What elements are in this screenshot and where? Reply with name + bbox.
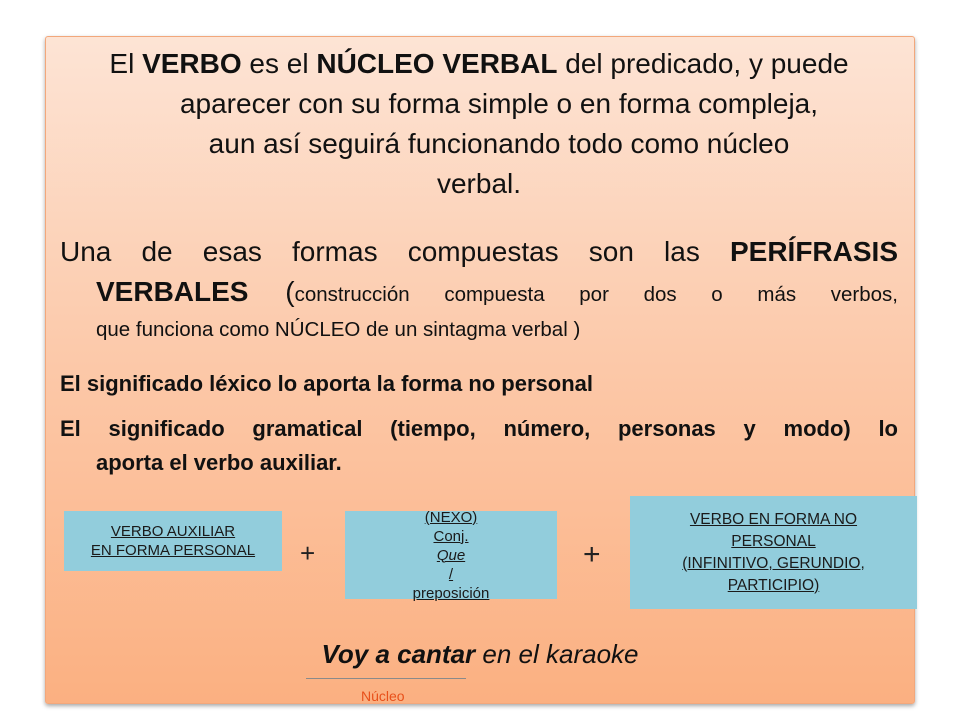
gramatical-statement xyxy=(60,412,898,480)
intro-text: El xyxy=(109,48,143,79)
intro-line-2: aparecer con su forma simple o en forma compleja, xyxy=(179,88,819,119)
intro-line-3: aun así seguirá funcionando todo como núcleo xyxy=(208,128,790,159)
paren-open: ( xyxy=(248,276,295,307)
gramatical-line-2: aporta el verbo auxiliar. xyxy=(96,450,342,475)
perifrasis-line-1 xyxy=(60,232,898,272)
plus-sign-2: + xyxy=(583,538,601,571)
example-verb-phrase: Voy a cantar xyxy=(321,639,476,669)
lexico-statement: El significado léxico lo aporta la forma no personal xyxy=(60,371,594,396)
perifrasis-definition: construcción compuesta por dos o más verbos, xyxy=(294,283,898,306)
perifrasis-line-3: que funciona como NÚCLEO de un sintagma verbal ) xyxy=(96,318,581,341)
no-personal-line-3: (INFINITIVO, GERUNDIO, xyxy=(682,554,865,572)
nexo-conj: Conj. xyxy=(433,527,469,545)
perifrasis-line-2 xyxy=(60,272,898,315)
intro-nucleo-verbal: NÚCLEO VERBAL xyxy=(316,48,558,79)
gramatical-line-1: El significado gramatical (tiempo, número, personas y modo) lo xyxy=(60,416,898,441)
perifrasis-text: Una de esas formas compuestas son las xyxy=(60,236,730,267)
auxiliar-box xyxy=(64,511,282,571)
example-sentence xyxy=(0,636,960,672)
no-personal-line-1: VERBO EN FORMA NO xyxy=(689,510,858,528)
verbales-term: VERBALES xyxy=(96,276,249,307)
no-personal-line-2: PERSONAL xyxy=(731,532,816,550)
example-rest: en el karaoke xyxy=(475,639,639,669)
nucleo-label: Núcleo xyxy=(361,688,405,704)
perifrasis-term: PERÍFRASIS xyxy=(729,236,898,267)
nexo-line-2 xyxy=(433,527,468,584)
intro-paragraph xyxy=(60,44,898,204)
nexo-que: Que xyxy=(436,546,466,564)
intro-text: del predicado, y puede xyxy=(557,48,849,79)
no-personal-box xyxy=(630,496,917,609)
nexo-line-1: (NEXO) xyxy=(424,508,478,526)
intro-text: es el xyxy=(241,48,317,79)
nucleo-underline xyxy=(306,678,466,679)
intro-line-1 xyxy=(60,44,898,84)
intro-verbo: VERBO xyxy=(142,48,242,79)
perifrasis-paragraph xyxy=(60,232,898,345)
nexo-slash: / xyxy=(448,565,454,583)
nexo-line-3: preposición xyxy=(412,584,490,602)
intro-line-4: verbal. xyxy=(436,168,522,199)
auxiliar-line-1: VERBO AUXILIAR xyxy=(110,523,236,540)
auxiliar-line-2: EN FORMA PERSONAL xyxy=(90,542,256,559)
no-personal-line-4: PARTICIPIO) xyxy=(727,576,820,594)
plus-sign-1: + xyxy=(300,538,316,568)
nexo-box xyxy=(345,508,557,602)
